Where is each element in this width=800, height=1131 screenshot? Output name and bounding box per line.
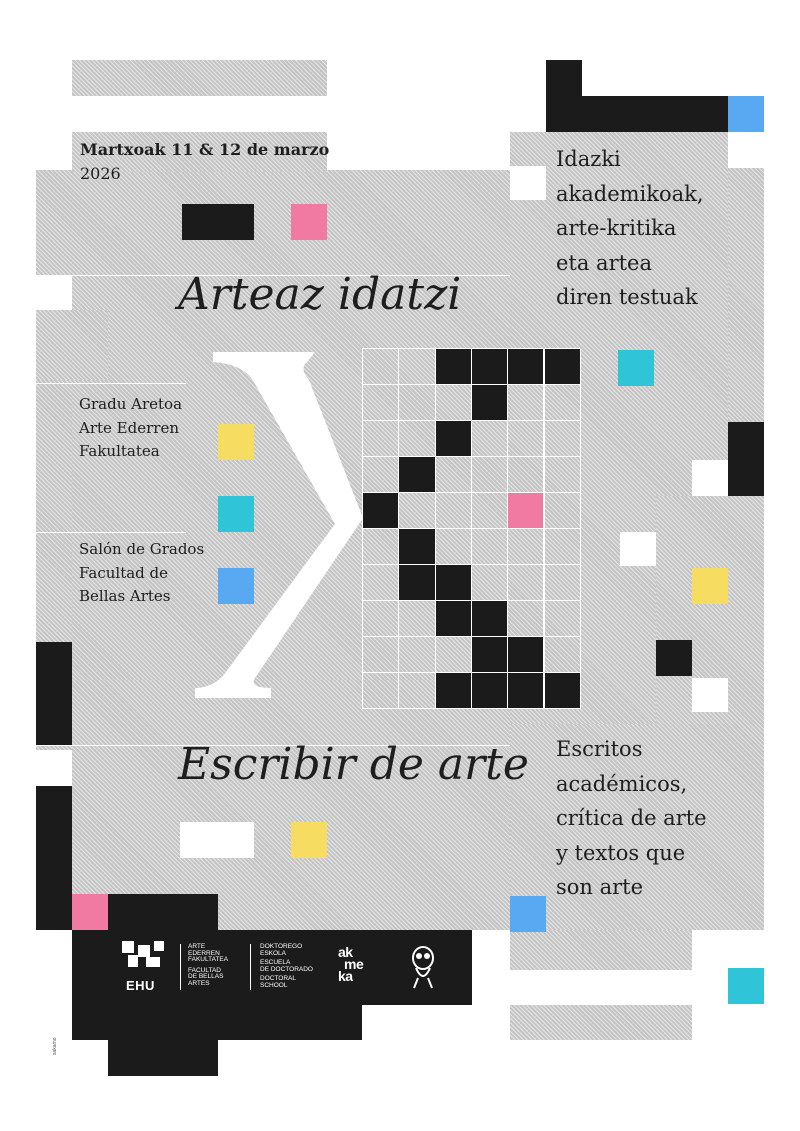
grid-cell: [508, 457, 543, 492]
grid-cell: [545, 421, 580, 456]
logo-divider: [250, 944, 251, 990]
grid-cell: [363, 565, 398, 600]
grid-cell: [545, 601, 580, 636]
year-line: 2026: [80, 164, 121, 183]
grid-cell: [363, 421, 398, 456]
grid-cell: [508, 601, 543, 636]
white-block: [692, 460, 728, 496]
grid-cell: [545, 349, 580, 384]
logo-text-line: ESCUELA: [260, 959, 291, 966]
grid-cell: [508, 529, 543, 564]
black-block: [656, 640, 692, 676]
yellow-square: [692, 568, 728, 604]
grid-cell: [436, 565, 471, 600]
grid-cell: [472, 349, 507, 384]
logo-text-line: DOKTOREGO: [260, 943, 303, 950]
pink-square: [291, 204, 327, 240]
sponsor-logos: [106, 936, 462, 998]
grid-cell: [436, 493, 471, 528]
akmeka-logo: [338, 946, 363, 982]
grid-cell: [472, 673, 507, 708]
grid-cell: [545, 565, 580, 600]
grid-cell: [545, 493, 580, 528]
grid-cell: [363, 493, 398, 528]
grid-cell: [436, 673, 471, 708]
akmeka-line: ak: [338, 944, 353, 960]
venue-line: Arte Ederren: [79, 418, 179, 437]
black-block: [728, 422, 764, 496]
grid-cell: [436, 601, 471, 636]
blue-square: [510, 896, 546, 932]
faculty-logo-text: [188, 944, 228, 987]
grid-cell: [363, 457, 398, 492]
owl-logo-icon: [410, 944, 436, 990]
venue-line: Bellas Artes: [79, 587, 171, 605]
subtitle-line: diren testuak: [556, 285, 698, 309]
basque-subtitle: [556, 142, 704, 315]
grid-cell: [363, 601, 398, 636]
black-block: [36, 894, 218, 930]
grid-cell: [545, 385, 580, 420]
grid-cell: [399, 493, 434, 528]
white-block: [620, 532, 656, 566]
grid-cell: [399, 385, 434, 420]
grid-cell: [436, 457, 471, 492]
grid-cell: [399, 421, 434, 456]
event-date: [80, 138, 329, 186]
gray-field: [72, 680, 510, 930]
gray-field: [36, 310, 108, 380]
grid-cell: [363, 349, 398, 384]
black-block: [36, 642, 72, 746]
subtitle-line: académicos,: [556, 771, 688, 796]
designer-credit: sakamo: [52, 1037, 58, 1055]
grid-cell: [508, 565, 543, 600]
grid-cell: [399, 637, 434, 672]
black-block: [36, 786, 72, 894]
yellow-square: [291, 822, 327, 858]
black-block: [108, 1040, 218, 1076]
subtitle-line: y textos que: [556, 840, 686, 865]
gray-field: [510, 930, 692, 970]
white-block: [692, 678, 728, 712]
grid-cell: [508, 673, 543, 708]
gray-field: [72, 60, 327, 96]
grid-cell: [363, 637, 398, 672]
white-block: [36, 276, 72, 310]
subtitle-line: son arte: [556, 875, 644, 899]
grid-cell: [363, 673, 398, 708]
black-block: [546, 60, 582, 132]
grid-cell: [472, 457, 507, 492]
black-block: [72, 1005, 362, 1040]
logo-text-line: DE DOCTORADO: [260, 965, 313, 973]
black-block: [182, 204, 254, 240]
basque-venue: [79, 393, 182, 464]
logo-text-line: DE BELLAS: [188, 973, 224, 980]
subtitle-line: akademikoak,: [556, 181, 704, 206]
grid-cell: [545, 529, 580, 564]
grid-cell: [399, 529, 434, 564]
ehu-wordmark: EHU: [126, 978, 155, 993]
gray-field: [510, 1005, 692, 1040]
gray-field: [36, 380, 72, 644]
grid-cell: [436, 385, 471, 420]
logo-text-line: ARTES: [188, 979, 210, 987]
grid-cell: [508, 421, 543, 456]
logo-text-line: SCHOOL: [260, 981, 288, 989]
grid-cell: [399, 349, 434, 384]
grid-cell: [399, 565, 434, 600]
pink-square: [72, 894, 108, 930]
subtitle-line: Idazki: [556, 147, 621, 171]
logo-text-line: DOCTORAL: [260, 975, 296, 982]
grid-cell: [472, 637, 507, 672]
subtitle-line: Escritos: [556, 737, 643, 761]
grid-cell: [508, 637, 543, 672]
venue-line: Salón de Grados: [79, 540, 205, 558]
grid-cell: [472, 565, 507, 600]
venue-line: Facultad de: [79, 563, 169, 582]
logo-text-line: FACULTAD: [188, 966, 221, 974]
doctoral-logo-text: [260, 944, 313, 989]
grid-cell: [472, 385, 507, 420]
grid-cell: [508, 349, 543, 384]
logo-divider: [180, 944, 181, 990]
logo-text-line: ARTE: [188, 943, 206, 950]
divider-line: [36, 383, 186, 384]
venue-line: Fakultatea: [79, 442, 160, 460]
akmeka-line: me: [344, 956, 364, 972]
venue-line: Gradu Aretoa: [79, 395, 183, 413]
grid-cell: [436, 637, 471, 672]
grid-cell: [472, 421, 507, 456]
cyan-square: [728, 968, 764, 1004]
pixel-grid: [363, 349, 581, 709]
grid-cell: [399, 457, 434, 492]
spanish-venue: [79, 538, 204, 609]
grid-cell: [436, 421, 471, 456]
white-block: [180, 822, 254, 858]
logo-text-line: ESKOLA: [260, 949, 287, 957]
spanish-title: Escribir de arte: [178, 739, 529, 790]
grid-cell: [508, 493, 543, 528]
subtitle-line: crítica de arte: [556, 806, 707, 830]
grid-cell: [545, 673, 580, 708]
basque-title: Arteaz idatzi: [178, 269, 462, 320]
grid-cell: [545, 637, 580, 672]
white-block: [36, 750, 72, 786]
spanish-subtitle: [556, 732, 707, 905]
gray-field: [728, 132, 764, 422]
white-block: [728, 132, 764, 168]
logo-text-line: FAKULTATEA: [188, 956, 229, 963]
large-x-glyph: [195, 328, 375, 708]
grid-cell: [363, 529, 398, 564]
black-block: [582, 96, 728, 132]
subtitle-line: arte-kritika: [556, 216, 677, 240]
grid-cell: [436, 349, 471, 384]
grid-cell: [472, 601, 507, 636]
grid-cell: [472, 529, 507, 564]
akmeka-line: ka: [338, 968, 353, 984]
grid-cell: [508, 385, 543, 420]
grid-cell: [545, 457, 580, 492]
grid-cell: [363, 385, 398, 420]
divider-line: [36, 532, 186, 533]
white-block: [510, 166, 546, 200]
grid-cell: [399, 673, 434, 708]
grid-cell: [436, 529, 471, 564]
cyan-square: [618, 350, 654, 386]
grid-cell: [472, 493, 507, 528]
date-line: Martxoak 11 & 12 de marzo: [80, 140, 330, 159]
blue-square: [728, 96, 764, 132]
logo-text-line: EDERREN: [188, 949, 220, 957]
subtitle-line: eta artea: [556, 250, 653, 275]
grid-cell: [399, 601, 434, 636]
